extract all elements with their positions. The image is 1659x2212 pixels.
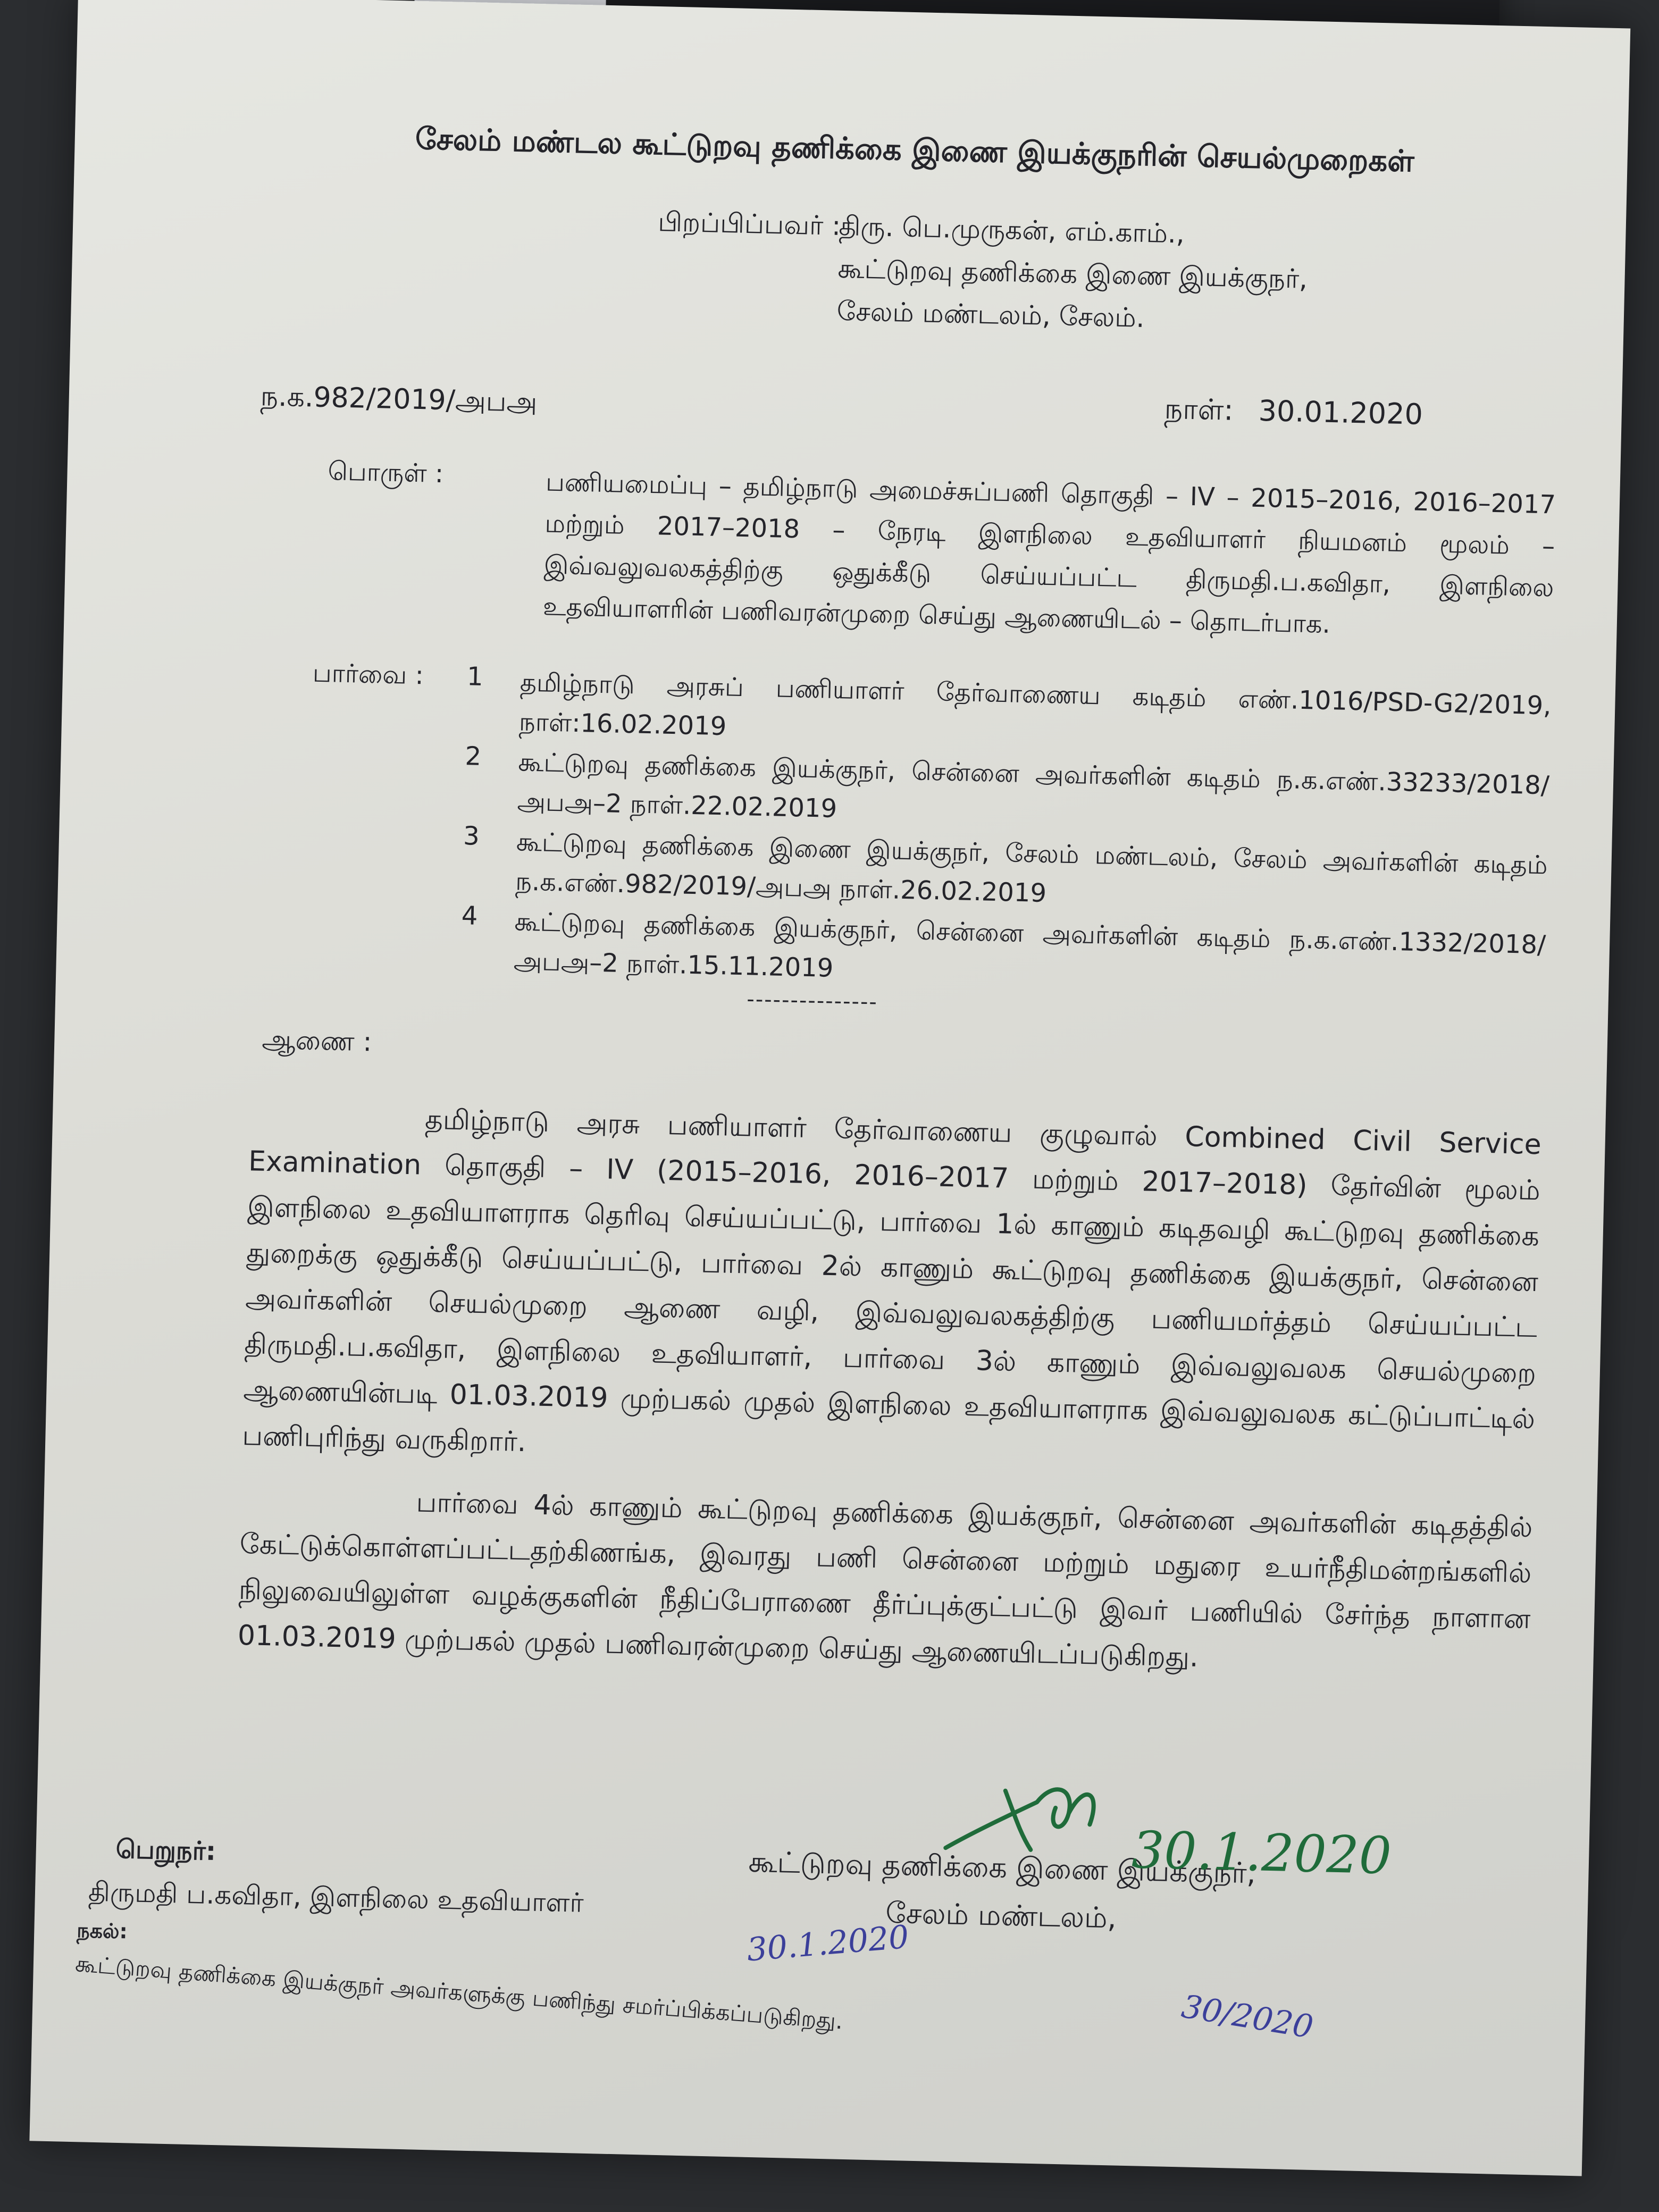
recipient-label: பெறுநர்: [115, 1834, 216, 1867]
recipient-name: திருமதி ப.கவிதா, இளநிலை உதவியாளர் [88, 1876, 584, 1918]
date-label: நாள்: [1164, 391, 1234, 427]
handwritten-date-green: 30.1.2020 [1131, 1820, 1393, 1886]
issuer-office: சேலம் மண்டலம், சேலம். [836, 295, 1145, 333]
reference-item-number: 1 [466, 661, 484, 692]
issuer-designation: கூட்டுறவு தணிக்கை இணை இயக்குநர், [837, 253, 1308, 295]
subject-label: பொருள் : [328, 456, 444, 489]
order-paragraph-1: தமிழ்நாடு அரசு பணியாளர் தேர்வாணைய குழுவால் Combined Civil Service Examination தொகுதி – IV (2015–2016, 2016–2017 மற்றும் 2017–2018) தேர்வின் மூலம் இளநிலை உதவியாளராக தெரிவு செய்யப்பட்டு, பார்வை 1ல் காணும் கடிதவழி கூட்டுறவு தணிக்கை துறைக்கு ஒதுக்கீடு செய்யப்பட்டு, பார்வை 2ல் காணும் கூட்டுறவு தணிக்கை இயக்குநர், சென்னை அவர்களின் செயல்முறை ஆணை வழி, இவ்வலுவலகத்திற்கு பணியமர்த்தம் செய்யப்பட்ட திருமதி.ப.கவிதா, இளநிலை உதவியாளர், பார்வை 3ல் காணும் இவ்வலுவலக செயல்முறை ஆணையின்படி 01.03.2019 முற்பகல் முதல் இளநிலை உதவியாளராக இவ்வலுவலக கட்டுப்பாட்டில் பணிபுரிந்து வருகிறார். [241, 1103, 1542, 1459]
reference-item-text: கூட்டுறவு தணிக்கை இணை இயக்குநர், சேலம் மண்டலம், சேலம் அவர்களின் கடிதம் ந.க.எண்.982/2019/அபஅ நாள்.26.02.2019 [515, 827, 1548, 909]
handwritten-signature [940, 1768, 1134, 1868]
order-label: ஆணை : [261, 1024, 373, 1058]
reference-item-text: தமிழ்நாடு அரசுப் பணியாளர் தேர்வாணைய கடிதம் எண்.1016/PSD-G2/2019, நாள்:16.02.2019 [518, 667, 1552, 742]
handwritten-date-lower: 30/2020 [1179, 1988, 1316, 2046]
separator-line: --------------- [746, 987, 878, 1015]
references-label: பார்வை : [312, 658, 424, 691]
issuer-label: பிறப்பிப்பவர் : [657, 206, 841, 241]
subject-text: பணியமைப்பு – தமிழ்நாடு அமைச்சுப்பணி தொகுதி – IV – 2015–2016, 2016–2017 மற்றும் 2017–2018 – நேரடி இளநிலை உதவியாளர் நியமனம் மூலம் – இவ்வலுவலகத்திற்கு ஒதுக்கீடு செய்யப்பட்ட திருமதி.ப.கவிதா, இளநிலை உதவியாளரின் பணிவரன்முறை செய்து ஆணையிடல் – தொடர்பாக. [542, 467, 1556, 640]
reference-item-number: 2 [465, 741, 482, 772]
copy-text: கூட்டுறவு தணிக்கை இயக்குநர் அவர்களுக்கு பணிந்து சமர்ப்பிக்கப்படுகிறது. [74, 1950, 844, 2034]
signatory-designation-line-1: கூட்டுறவு தணிக்கை இணை இயக்குநர், [748, 1845, 1256, 1890]
reference-item-number: 3 [463, 821, 480, 851]
reference-item-number: 4 [461, 901, 479, 931]
handwritten-date-blue: 30.1.2020 [745, 1918, 910, 1969]
order-paragraph-2: பார்வை 4ல் காணும் கூட்டுறவு தணிக்கை இயக்குநர், சென்னை அவர்களின் கடிதத்தில் கேட்டுக்கொள்ளப்பட்டதற்கிணங்க, இவரது பணி சென்னை மற்றும் மதுரை உயர்நீதிமன்றங்களில் நிலுவையிலுள்ள வழக்குகளின் நீதிப்பேராணை தீர்ப்புக்குட்பட்டு இவர் பணியில் சேர்ந்த நாளான 01.03.2019 முற்பகல் முதல் பணிவரன்முறை செய்து ஆணையிடப்படுகிறது. [237, 1486, 1533, 1673]
document-heading: சேலம் மண்டல கூட்டுறவு தணிக்கை இணை இயக்குநரின் செயல்முறைகள் [415, 121, 1415, 179]
date-value: 30.01.2020 [1258, 393, 1423, 431]
issuer-name: திரு. பெ.முருகன், எம்.காம்., [838, 210, 1185, 249]
signatory-designation-line-2: சேலம் மண்டலம், [885, 1896, 1117, 1935]
document-date [1164, 390, 1423, 433]
reference-item-text: கூட்டுறவு தணிக்கை இயக்குநர், சென்னை அவர்களின் கடிதம் ந.க.எண்.33233/2018/அபஅ–2 நாள்.22.02.2019 [517, 747, 1550, 824]
reference-item-text: கூட்டுறவு தணிக்கை இயக்குநர், சென்னை அவர்களின் கடிதம் ந.க.எண்.1332/2018/அபஅ–2 நாள்.15.11.2019 [513, 907, 1546, 983]
document-sheet [29, 0, 1630, 2176]
copy-label: நகல்: [76, 1918, 128, 1943]
reference-number: ந.க.982/2019/அபஅ [260, 380, 538, 419]
